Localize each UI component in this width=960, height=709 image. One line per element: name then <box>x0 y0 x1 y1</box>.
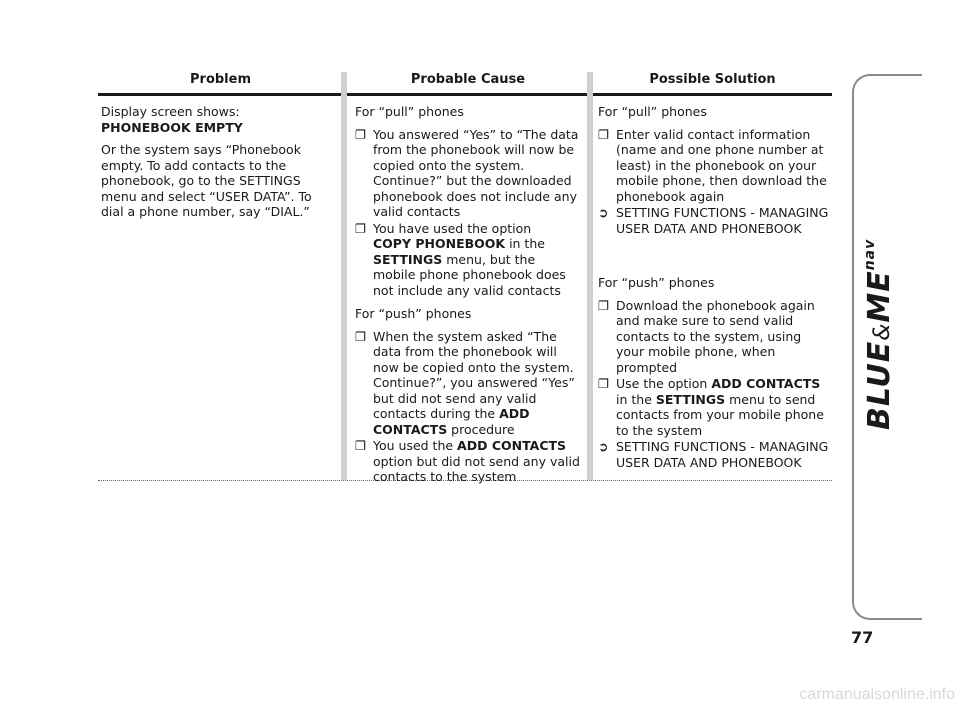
blue-and-me-nav-logo: $BLUE\&ME^{nav}$ <box>862 238 897 430</box>
list-item: ❐ Enter valid contact information (name and one phone number at least) in the phonebook on your mobile phone, then download the phonebook again <box>598 126 827 204</box>
table-header <box>98 72 832 90</box>
column-divider <box>587 72 593 480</box>
cause-column <box>355 104 580 486</box>
checkbox-icon: ❐ <box>355 438 367 453</box>
checkbox-icon: ❐ <box>355 220 367 236</box>
checkbox-icon: ❐ <box>598 297 610 313</box>
reference-item: ➲ SETTING FUNCTIONS - MANAGING USER DATA AND PHONEBOOK <box>598 439 829 470</box>
solution-push-title: For “push” phones <box>598 275 715 290</box>
checkbox-icon: ❐ <box>355 328 367 344</box>
column-divider <box>341 72 347 480</box>
list-item: ❐ Use the option ADD CONTACTS in the SETTINGS menu to send contacts from your mobile phone to the system <box>598 376 824 438</box>
problem-line: Display screen shows: <box>101 104 240 119</box>
list-item: ❐ You answered “Yes” to “The data from the phonebook will now be copied onto the system. Continue?” but the downloaded phonebook does not include any valid contacts <box>355 126 579 219</box>
arrow-icon: ➲ <box>598 439 609 454</box>
list-item: ❐ You have used the option COPY PHONEBOOK in the SETTINGS menu, but the mobile phone phonebook does not include any valid contacts <box>355 220 566 298</box>
checkbox-icon: ❐ <box>598 376 610 391</box>
header-possible-solution: Possible Solution <box>649 72 776 87</box>
problem-description: Or the system says “Phonebook empty. To add contacts to the phonebook, go to the SETTINGS menu and select “USER DATA”. To dial a phone number, say “DIAL.” <box>101 142 312 219</box>
problem-message: PHONEBOOK EMPTY <box>101 119 243 135</box>
checkbox-icon: ❐ <box>355 126 367 142</box>
page-number: 77 <box>851 628 874 647</box>
solution-column <box>598 104 830 471</box>
header-rule <box>98 93 832 96</box>
arrow-icon: ➲ <box>598 205 609 220</box>
header-problem: Problem <box>190 72 251 87</box>
header-probable-cause: Probable Cause <box>410 72 526 87</box>
reference-item: ➲ SETTING FUNCTIONS - MANAGING USER DATA AND PHONEBOOK <box>598 205 829 236</box>
watermark: carmanualsonline.info <box>799 686 955 703</box>
problem-column <box>101 104 333 227</box>
cause-push-title: For “push” phones <box>355 306 472 321</box>
cause-pull-title: For “pull” phones <box>355 104 464 119</box>
list-item: ❐ When the system asked “The data from the phonebook will now be copied onto the system. Continue?”, you answered “Yes” but did not send any valid contacts during the ADD CONTACTS procedure <box>355 328 575 437</box>
checkbox-icon: ❐ <box>598 126 610 142</box>
solution-pull-title: For “pull” phones <box>598 104 707 119</box>
list-item: ❐ You used the ADD CONTACTS option but did not send any valid contacts to the system <box>355 438 580 484</box>
list-item: ❐ Download the phonebook again and make sure to send valid contacts to the system, using your mobile phone, when prompted <box>598 297 815 375</box>
